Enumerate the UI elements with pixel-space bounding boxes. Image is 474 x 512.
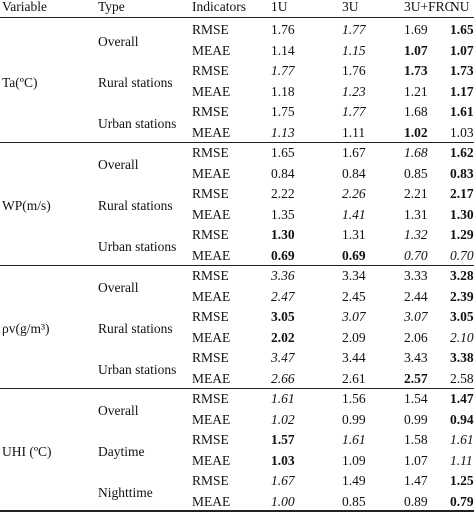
value-cell: 0.70 — [450, 247, 474, 263]
value-cell: 1.73 — [450, 63, 474, 78]
value-cell: 1.21 — [404, 83, 428, 99]
column-header: 1U — [271, 0, 288, 14]
header-rule — [0, 17, 474, 18]
value-cell: 1.58 — [404, 432, 428, 447]
value-cell: 1.14 — [271, 42, 295, 58]
group-rule — [0, 265, 474, 266]
value-cell: 1.02 — [404, 124, 428, 140]
value-cell: 2.58 — [450, 370, 474, 386]
value-cell: 1.03 — [271, 452, 295, 468]
value-cell: 0.99 — [404, 411, 428, 427]
value-cell: 1.69 — [404, 22, 428, 37]
value-cell: 2.21 — [404, 186, 428, 201]
indicator-cell: MEAE — [192, 370, 231, 386]
value-cell: 1.47 — [404, 473, 428, 488]
value-cell: 1.30 — [271, 227, 295, 242]
value-cell: 1.54 — [404, 391, 428, 406]
value-cell: 1.75 — [271, 104, 295, 119]
column-header: NU — [450, 0, 470, 14]
value-cell: 3.43 — [404, 350, 428, 365]
value-cell: 3.07 — [404, 309, 428, 324]
indicator-cell: RMSE — [192, 309, 229, 324]
value-cell: 0.70 — [404, 247, 428, 263]
type-label: Urban stations — [98, 115, 177, 131]
value-cell: 0.84 — [271, 165, 295, 181]
indicator-cell: RMSE — [192, 473, 229, 488]
type-label: Daytime — [98, 443, 145, 459]
indicator-cell: MEAE — [192, 452, 231, 468]
value-cell: 1.47 — [450, 391, 474, 406]
indicator-cell: RMSE — [192, 104, 229, 119]
value-cell: 0.84 — [342, 165, 366, 181]
value-cell: 1.11 — [342, 124, 366, 140]
column-header: 3U — [342, 0, 359, 14]
value-cell: 1.09 — [342, 452, 366, 468]
value-cell: 1.25 — [450, 473, 474, 488]
value-cell: 0.94 — [450, 411, 474, 427]
value-cell: 1.65 — [450, 22, 474, 37]
value-cell: 0.83 — [450, 165, 474, 181]
indicator-cell: RMSE — [192, 186, 229, 201]
indicator-cell: MEAE — [192, 124, 231, 140]
value-cell: 2.22 — [271, 186, 295, 201]
value-cell: 0.89 — [404, 493, 428, 509]
value-cell: 2.66 — [271, 370, 295, 386]
type-label: Urban stations — [98, 361, 177, 377]
value-cell: 1.00 — [271, 493, 295, 509]
value-cell: 3.34 — [342, 268, 366, 283]
type-label: Overall — [98, 402, 139, 418]
value-cell: 1.07 — [404, 42, 428, 58]
variable-label: Ta(ºC) — [2, 74, 38, 90]
value-cell: 1.77 — [342, 104, 366, 119]
value-cell: 1.73 — [404, 63, 428, 78]
indicator-cell: RMSE — [192, 391, 229, 406]
column-header: Type — [98, 0, 125, 14]
indicator-cell: MEAE — [192, 411, 231, 427]
value-cell: 0.85 — [404, 165, 428, 181]
value-cell: 1.13 — [271, 124, 295, 140]
value-cell: 1.56 — [342, 391, 366, 406]
type-label: Urban stations — [98, 238, 177, 254]
value-cell: 1.31 — [342, 227, 366, 242]
value-cell: 2.10 — [450, 329, 474, 345]
type-label: Rural stations — [98, 197, 173, 213]
indicator-cell: RMSE — [192, 227, 229, 242]
indicator-cell: RMSE — [192, 350, 229, 365]
value-cell: 1.23 — [342, 83, 366, 99]
value-cell: 1.17 — [450, 83, 474, 99]
value-cell: 0.79 — [450, 493, 474, 509]
value-cell: 3.05 — [271, 309, 295, 324]
value-cell: 2.26 — [342, 186, 366, 201]
value-cell: 1.61 — [271, 391, 295, 406]
value-cell: 1.61 — [450, 432, 474, 447]
indicator-cell: MEAE — [192, 83, 231, 99]
value-cell: 3.47 — [271, 350, 295, 365]
value-cell: 2.02 — [271, 329, 295, 345]
value-cell: 3.36 — [271, 268, 295, 283]
indicator-cell: MEAE — [192, 42, 231, 58]
indicator-cell: RMSE — [192, 268, 229, 283]
value-cell: 1.57 — [271, 432, 295, 447]
value-cell: 1.61 — [342, 432, 366, 447]
value-cell: 1.03 — [450, 124, 474, 140]
value-cell: 2.61 — [342, 370, 366, 386]
value-cell: 1.29 — [450, 227, 474, 242]
value-cell: 2.17 — [450, 186, 474, 201]
group-rule — [0, 388, 474, 389]
value-cell: 1.68 — [404, 104, 428, 119]
indicator-cell: RMSE — [192, 22, 229, 37]
value-cell: 0.69 — [342, 247, 366, 263]
indicator-cell: RMSE — [192, 63, 229, 78]
value-cell: 1.15 — [342, 42, 366, 58]
value-cell: 1.77 — [342, 22, 366, 37]
variable-label: UHI (ºC) — [2, 443, 52, 459]
indicator-cell: MEAE — [192, 206, 231, 222]
value-cell: 3.07 — [342, 309, 366, 324]
value-cell: 1.02 — [271, 411, 295, 427]
type-label: Overall — [98, 156, 139, 172]
column-header: Variable — [2, 0, 47, 14]
type-label: Rural stations — [98, 74, 173, 90]
value-cell: 3.33 — [404, 268, 428, 283]
value-cell: 2.57 — [404, 370, 428, 386]
value-cell: 3.38 — [450, 350, 474, 365]
value-cell: 1.67 — [271, 473, 295, 488]
value-cell: 1.11 — [450, 452, 473, 468]
value-cell: 1.62 — [450, 145, 474, 160]
type-label: Nighttime — [98, 484, 153, 500]
indicator-cell: MEAE — [192, 329, 231, 345]
value-cell: 2.44 — [404, 288, 428, 304]
indicator-cell: MEAE — [192, 165, 231, 181]
column-header: Indicators — [192, 0, 246, 14]
value-cell: 2.06 — [404, 329, 428, 345]
value-cell: 1.67 — [342, 145, 366, 160]
value-cell: 2.47 — [271, 288, 295, 304]
value-cell: 3.05 — [450, 309, 474, 324]
value-cell: 1.68 — [404, 145, 428, 160]
bottom-rule — [0, 510, 474, 512]
value-cell: 1.76 — [271, 22, 295, 37]
value-cell: 1.32 — [404, 227, 428, 242]
type-label: Rural stations — [98, 320, 173, 336]
column-header: 3U+FRC — [404, 0, 454, 14]
value-cell: 1.35 — [271, 206, 295, 222]
value-cell: 0.85 — [342, 493, 366, 509]
variable-label: WP(m/s) — [2, 197, 51, 213]
group-rule — [0, 142, 474, 143]
value-cell: 1.49 — [342, 473, 366, 488]
value-cell: 1.65 — [271, 145, 295, 160]
value-cell: 1.30 — [450, 206, 474, 222]
value-cell: 1.07 — [404, 452, 428, 468]
indicator-cell: MEAE — [192, 493, 231, 509]
value-cell: 1.18 — [271, 83, 295, 99]
indicator-cell: MEAE — [192, 247, 231, 263]
value-cell: 0.99 — [342, 411, 366, 427]
value-cell: 3.44 — [342, 350, 366, 365]
indicator-cell: RMSE — [192, 145, 229, 160]
indicator-cell: RMSE — [192, 432, 229, 447]
type-label: Overall — [98, 33, 139, 49]
value-cell: 1.07 — [450, 42, 474, 58]
value-cell: 1.31 — [404, 206, 428, 222]
value-cell: 1.41 — [342, 206, 366, 222]
type-label: Overall — [98, 279, 139, 295]
value-cell: 2.09 — [342, 329, 366, 345]
value-cell: 2.39 — [450, 288, 474, 304]
value-cell: 3.28 — [450, 268, 474, 283]
value-cell: 1.77 — [271, 63, 295, 78]
value-cell: 1.61 — [450, 104, 474, 119]
value-cell: 2.45 — [342, 288, 366, 304]
value-cell: 1.76 — [342, 63, 366, 78]
variable-label: ρv(g/m³) — [2, 320, 50, 336]
indicator-cell: MEAE — [192, 288, 231, 304]
value-cell: 0.69 — [271, 247, 295, 263]
